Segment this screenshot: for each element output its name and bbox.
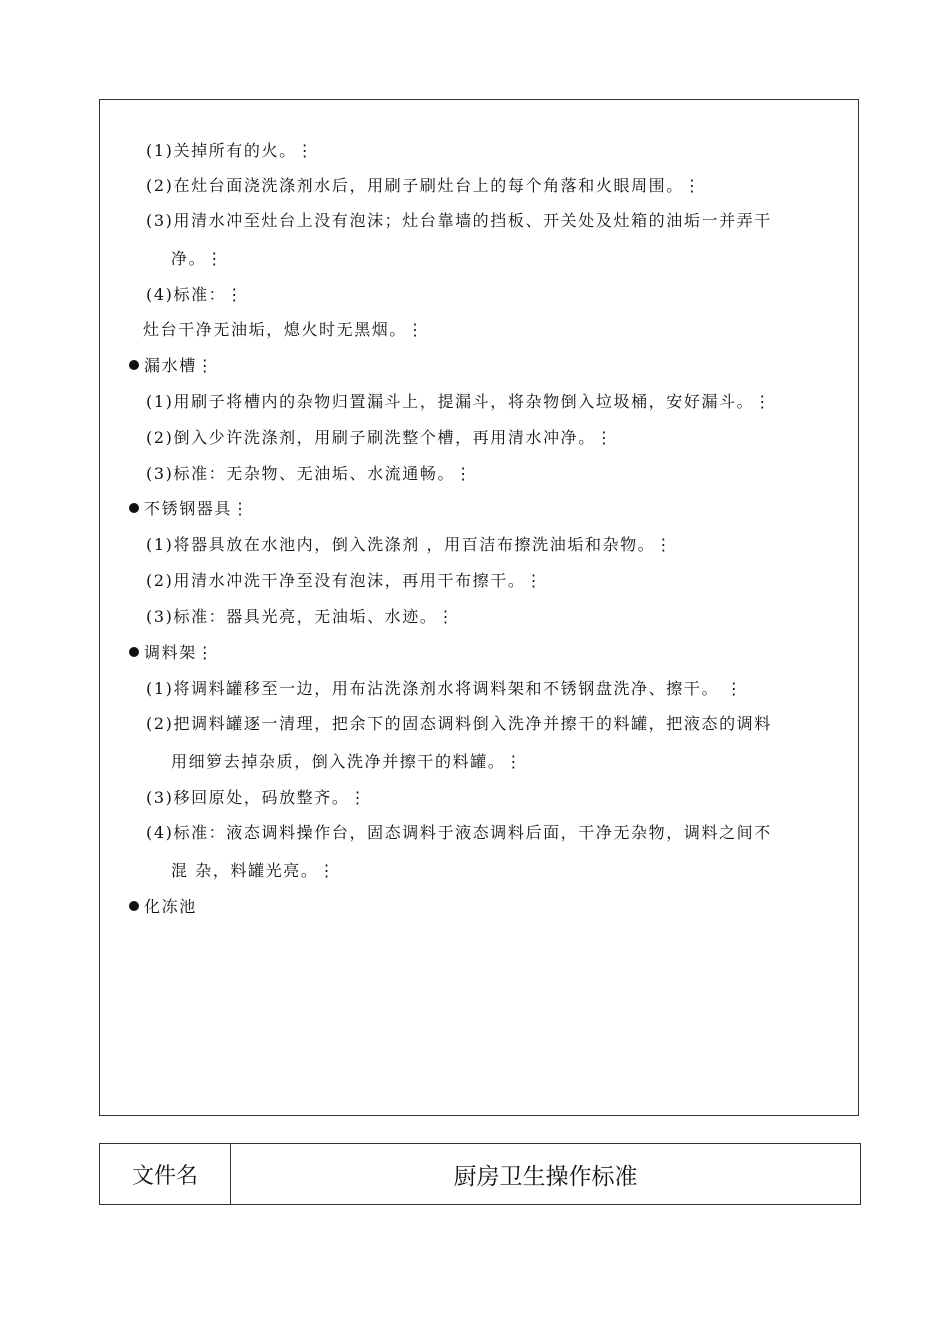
section-heading: 漏水槽⋮ [129,356,214,376]
text-line: 净。⋮ [171,249,224,268]
text-line: 灶台干净无油垢，熄火时无黑烟。⋮ [143,320,425,339]
text-line: (3)标准：无杂物、无油垢、水流通畅。⋮ [146,464,473,483]
text-line: (2)倒入少许洗涤剂，用刷子刷洗整个槽，再用清水冲净。⋮ [146,428,614,447]
text-line: (2)把调料罐逐一清理，把余下的固态调料倒入洗净并擦干的料罐，把液态的调料 [146,714,772,733]
text-line: (1)将器具放在水池内，倒入洗涤剂 ，用百洁布擦洗油垢和杂物。⋮ [146,535,673,554]
text-line: (2)用清水冲洗干净至没有泡沫，再用干布擦干。⋮ [146,571,544,590]
bullet-icon [129,503,139,513]
section-heading: 不锈钢器具⋮ [129,499,250,519]
bullet-icon [129,360,139,370]
text-line: (4)标准：⋮ [146,285,244,304]
file-name-value: 厨房卫生操作标准 [453,1163,638,1190]
text-line: (1)将调料罐移至一边，用布沾洗涤剂水将调料架和不锈钢盘洗净、擦干。 ⋮ [146,679,744,698]
file-name-label: 文件名 [100,1144,231,1204]
section-heading: 化冻池 [129,897,197,917]
document-content-box [99,99,859,1116]
text-line: (1)用刷子将槽内的杂物归置漏斗上，提漏斗，将杂物倒入垃圾桶，安好漏斗。⋮ [146,392,772,411]
section-heading: 调料架⋮ [129,643,214,663]
text-line: (3)标准：器具光亮，无油垢、水迹。⋮ [146,607,456,626]
text-line: 混 杂，料罐光亮。⋮ [171,861,337,880]
text-line: (3)用清水冲至灶台上没有泡沫；灶台靠墙的挡板、开关处及灶箱的油垢一并弄干 [146,211,772,230]
text-line: 用细箩去掉杂质，倒入洗净并擦干的料罐。⋮ [171,752,524,771]
text-line: (4)标准：液态调料操作台，固态调料于液态调料后面，干净无杂物，调料之间不 [146,823,772,842]
bullet-icon [129,901,139,911]
text-line: (1)关掉所有的火。⋮ [146,141,315,160]
text-line: (3)移回原处，码放整齐。⋮ [146,788,368,807]
bullet-icon [129,647,139,657]
file-name-table [99,1143,861,1205]
text-line: (2)在灶台面浇洗涤剂水后，用刷子刷灶台上的每个角落和火眼周围。⋮ [146,176,702,195]
